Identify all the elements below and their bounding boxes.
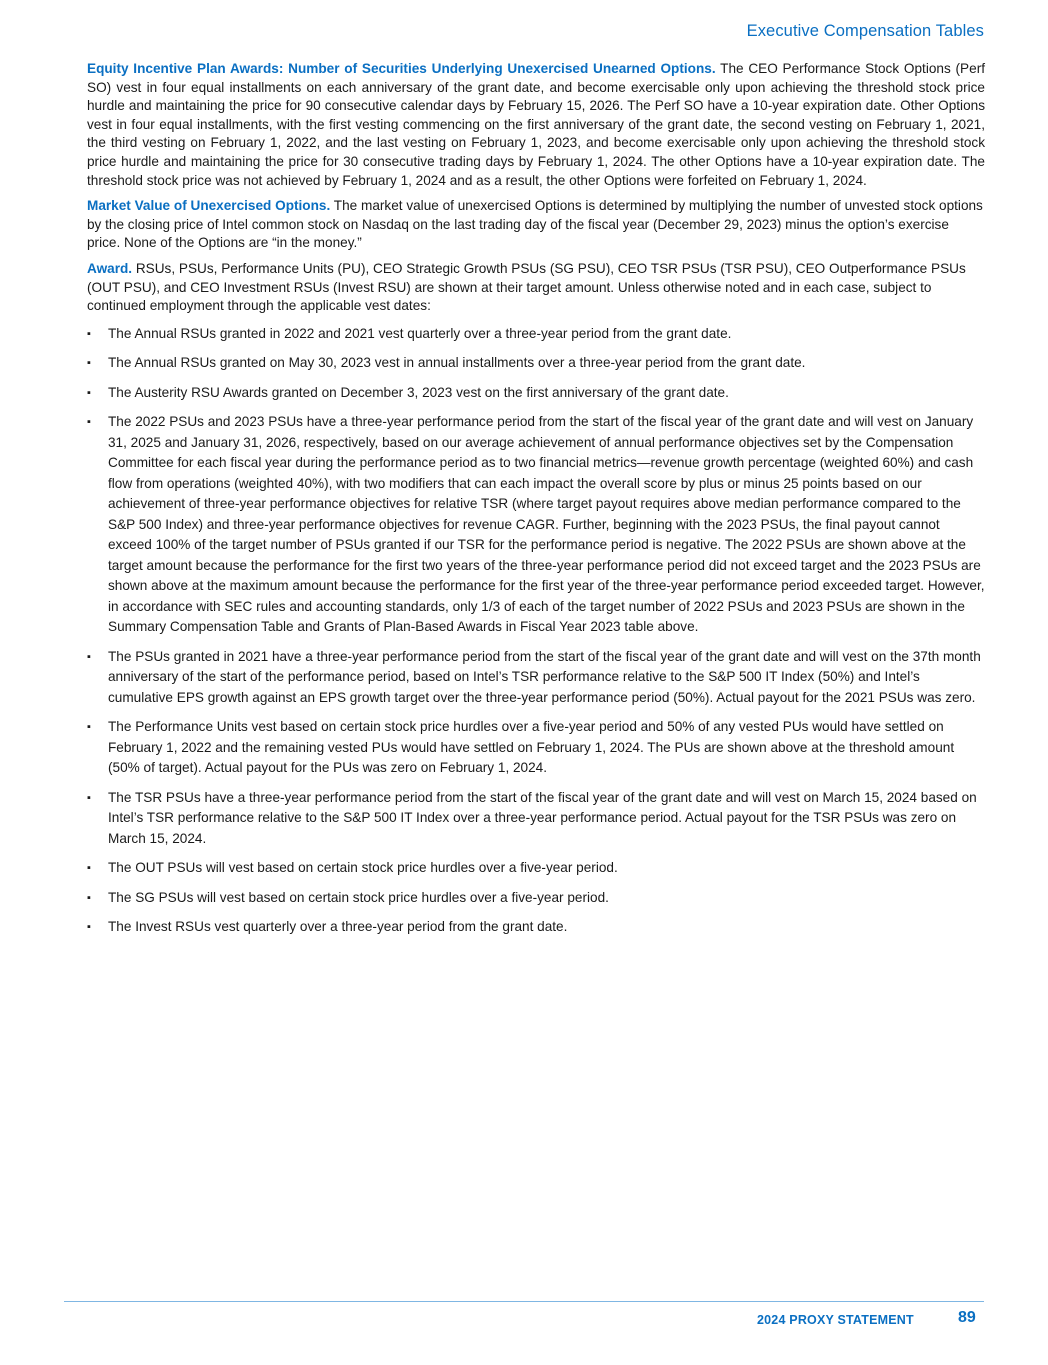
footer-document-title: 2024 PROXY STATEMENT <box>757 1313 914 1327</box>
list-item <box>87 412 985 638</box>
section-title: Executive Compensation Tables <box>746 22 984 40</box>
page-number: 89 <box>958 1309 976 1326</box>
page-body <box>87 60 985 947</box>
bullet-icon: ▪ <box>87 921 91 934</box>
equity-incentive-text: The CEO Performance Stock Options (Perf SO) vest in four equal installments on each anniversary of the grant date, and become exercisable only upon achieving the threshold stock price hurdle and maintaining the price for 90 consecutive calendar days by February 15, 2026. The Perf SO have a 10-year expiration date. Other Options vest in four equal installments, with the first vesting commencing on the first anniversary of the grant date, the second vesting on February 1, 2021, the third vesting on February 1, 2022, and the last vesting on February 1, 2023, and become exercisable only upon achieving the threshold stock price hurdle and maintaining the price for 30 consecutive trading days by February 1, 2024. The other Options have a 10-year expiration date. The threshold stock price was not achieved by February 1, 2024 and as a result, the other Options were forfeited on February 1, 2024. <box>87 61 985 188</box>
equity-incentive-paragraph <box>87 60 985 190</box>
bullet-icon: ▪ <box>87 650 91 663</box>
list-item <box>87 858 985 879</box>
bullet-icon: ▪ <box>87 416 91 429</box>
market-value-heading: Market Value of Unexercised Options. <box>87 198 331 214</box>
list-item-text: The 2022 PSUs and 2023 PSUs have a three-year performance period from the start of the fiscal year of the grant date and will vest on January 31, 2025 and January 31, 2026, respectively, based on our average achievement of annual performance objectives set by the Compensation Committee for each fiscal year during the performance period as to two financial metrics—revenue growth percentage (weighted 60%) and cash flow from operations (weighted 40%), with two modifiers that can each impact the overall score by plus or minus 25 points based on our achievement of three-year performance objectives for relative TSR (where target payout requires above median performance compared to the S&P 500 Index) and three-year performance objectives for revenue CAGR. Further, beginning with the 2023 PSUs, the final payout cannot exceed 100% of the target number of PSUs granted if our TSR for the performance period is negative. The 2022 PSUs are shown above at the target amount because the performance for the first two years of the three-year performance period did not exceed target and the 2023 PSUs are shown above at the maximum amount because the performance for the first year of the three-year performance period exceeded target. However, in accordance with SEC rules and accounting standards, only 1/3 of each of the target number of 2022 PSUs and 2023 PSUs are shown in the Summary Compensation Table and Grants of Plan-Based Awards in Fiscal Year 2023 table above. <box>108 414 985 635</box>
list-item-text: The OUT PSUs will vest based on certain stock price hurdles over a five-year period. <box>108 860 618 876</box>
list-item <box>87 717 985 779</box>
list-item <box>87 353 985 374</box>
list-item <box>87 647 985 709</box>
list-item-text: The SG PSUs will vest based on certain stock price hurdles over a five-year period. <box>108 889 609 905</box>
list-item-text: The TSR PSUs have a three-year performance period from the start of the fiscal year of the grant date and will vest on March 15, 2024 based on Intel’s TSR performance relative to the S&P 500 IT Index over a three-year performance period. Actual payout for the TSR PSUs was zero on March 15, 2024. <box>108 789 977 846</box>
list-item-text: The Performance Units vest based on certain stock price hurdles over a five-year period and 50% of any vested PUs would have settled on February 1, 2022 and the remaining vested PUs would have settled on February 1, 2024. The PUs are shown above at the threshold amount (50% of target). Actual payout for the PUs was zero on February 1, 2024. <box>108 719 955 776</box>
list-item-text: The Annual RSUs granted on May 30, 2023 vest in annual installments over a three-year period from the grant date. <box>108 355 806 371</box>
footer-divider <box>64 1301 984 1302</box>
bullet-icon: ▪ <box>87 721 91 734</box>
list-item <box>87 917 985 938</box>
list-item-text: The Austerity RSU Awards granted on December 3, 2023 vest on the first anniversary of the grant date. <box>108 384 729 400</box>
bullet-icon: ▪ <box>87 386 91 399</box>
list-item-text: The Annual RSUs granted in 2022 and 2021 vest quarterly over a three-year period from the grant date. <box>108 325 732 341</box>
equity-incentive-heading: Equity Incentive Plan Awards: Number of Securities Underlying Unexercised Unearned Options. <box>87 61 716 76</box>
market-value-paragraph <box>87 197 985 253</box>
award-bullet-list <box>87 324 985 938</box>
bullet-icon: ▪ <box>87 862 91 875</box>
bullet-icon: ▪ <box>87 891 91 904</box>
list-item <box>87 788 985 850</box>
list-item-text: The Invest RSUs vest quarterly over a three-year period from the grant date. <box>108 919 568 935</box>
list-item <box>87 888 985 909</box>
bullet-icon: ▪ <box>87 327 91 340</box>
list-item <box>87 383 985 404</box>
award-heading: Award. <box>87 260 133 276</box>
market-value-text: The market value of unexercised Options is determined by multiplying the number of unvested stock options by the closing price of Intel common stock on Nasdaq on the last trading day of the fiscal year (December 29, 2023) minus the option’s exercise price. None of the Options are “in the money.” <box>87 198 983 251</box>
bullet-icon: ▪ <box>87 357 91 370</box>
list-item-text: The PSUs granted in 2021 have a three-year performance period from the start of the fiscal year of the grant date and will vest on the 37th month anniversary of the start of the performance period, based on Intel’s TSR performance relative to the S&P 500 IT Index (50%) and Intel’s cumulative EPS growth against an EPS growth target over the three-year performance period (50%). Actual payout for the 2021 PSUs was zero. <box>108 648 981 705</box>
list-item <box>87 324 985 345</box>
award-text: RSUs, PSUs, Performance Units (PU), CEO Strategic Growth PSUs (SG PSU), CEO TSR PSUs (TSR PSU), CEO Outperformance PSUs (OUT PSU), and CEO Investment RSUs (Invest RSU) are shown at their target amount. Unless otherwise noted and in each case, subject to continued employment through the applicable vest dates: <box>87 260 966 314</box>
award-paragraph <box>87 260 985 316</box>
bullet-icon: ▪ <box>87 791 91 804</box>
